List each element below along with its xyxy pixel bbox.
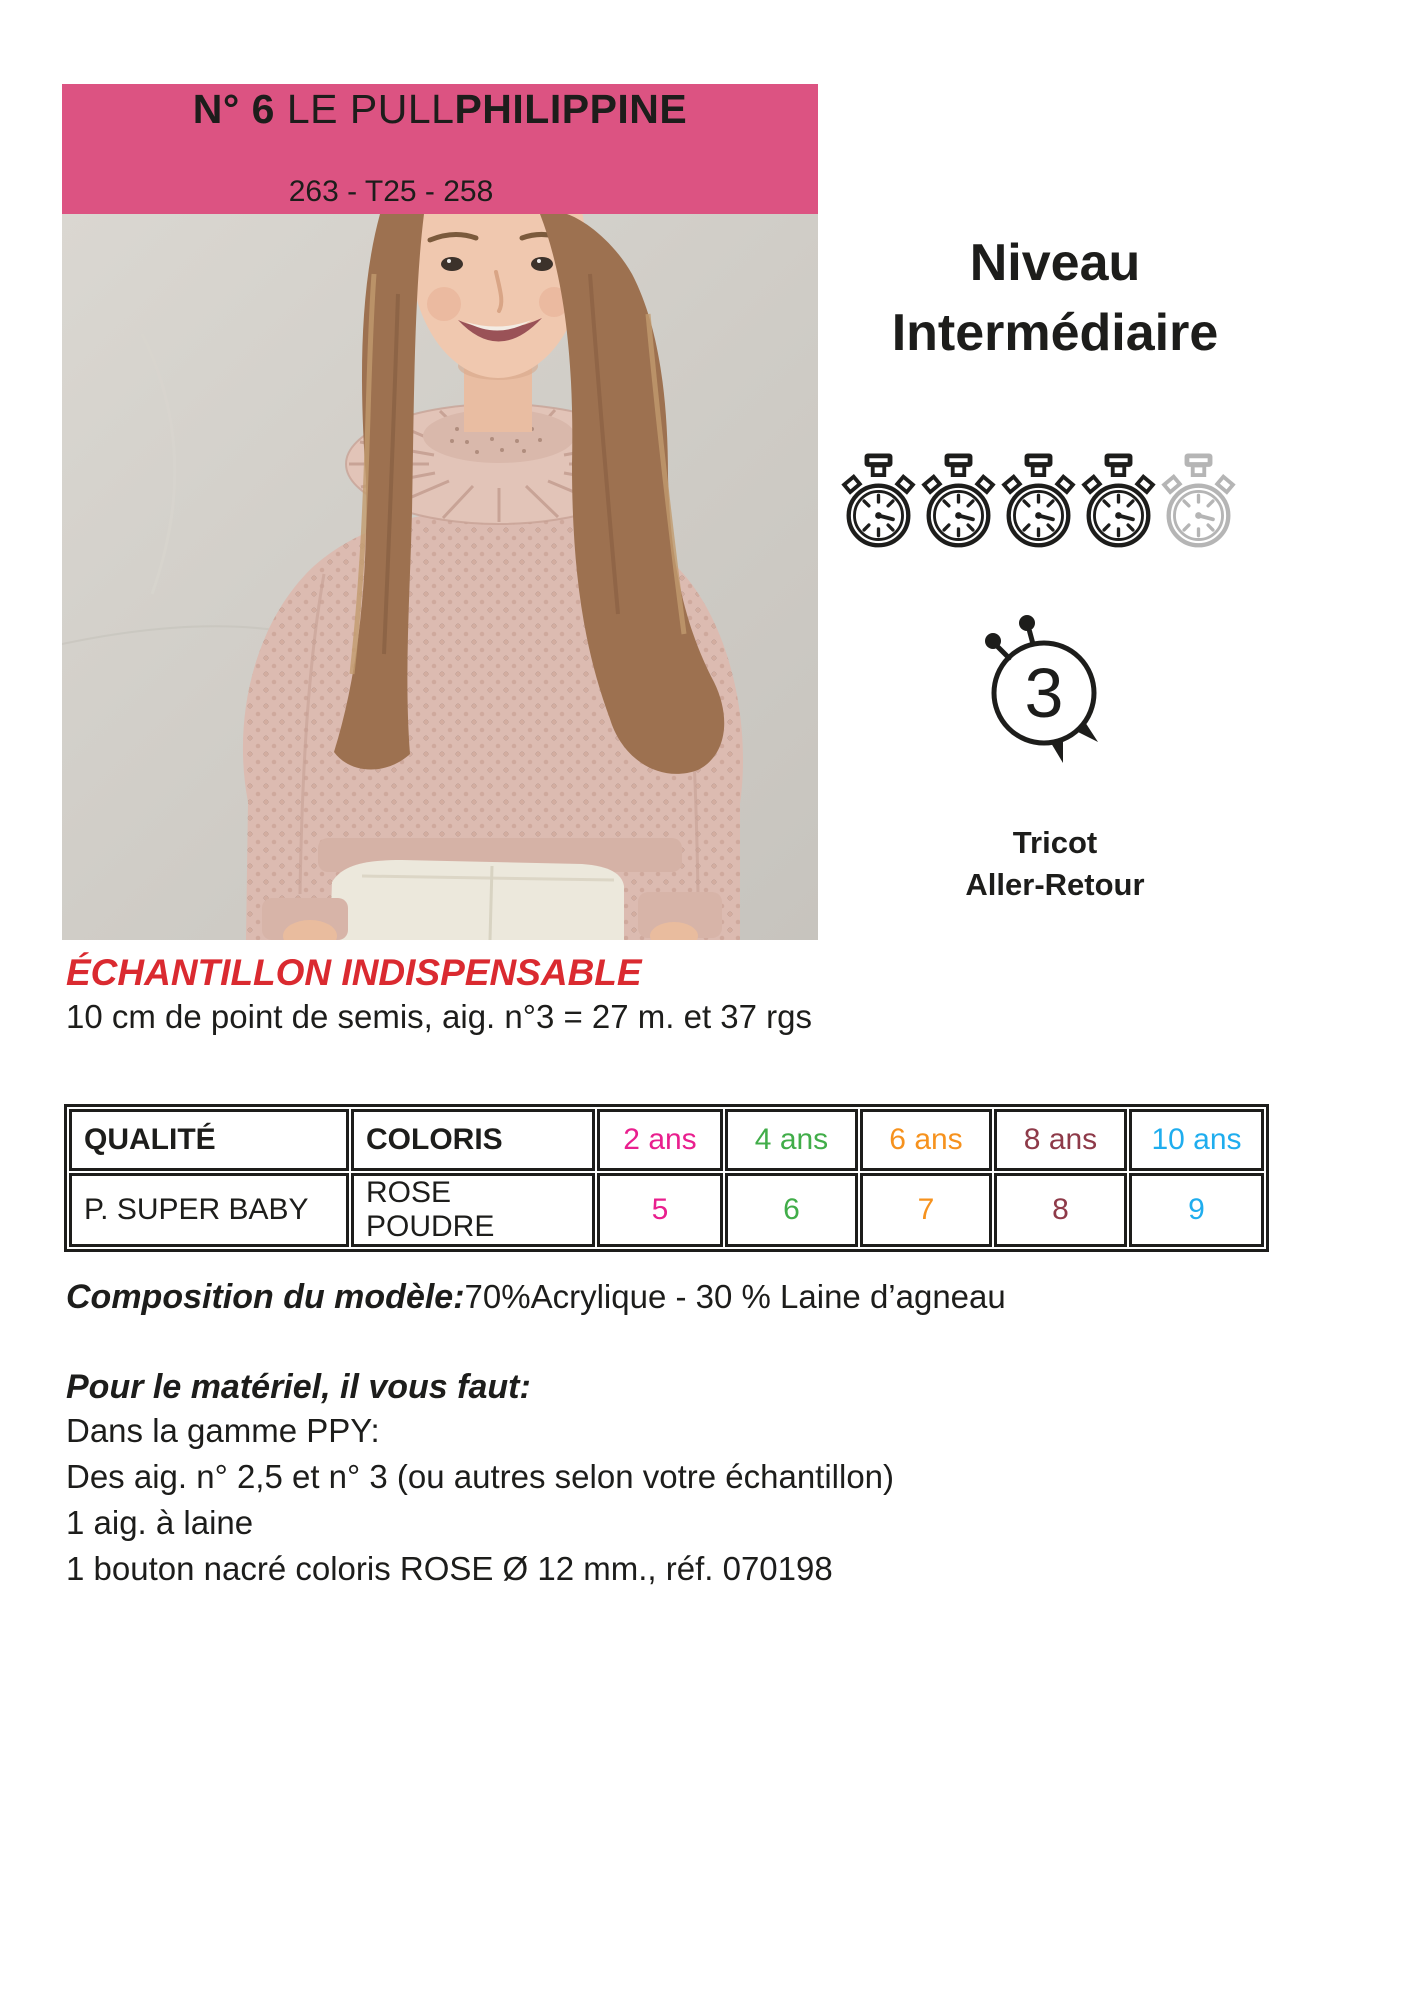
level-label — [830, 228, 1280, 368]
materials-line: Des aig. n° 2,5 et n° 3 (ou autres selon votre échantillon) — [66, 1458, 895, 1495]
composition-value: 70%Acrylique - 30 % Laine d’agneau — [464, 1278, 1006, 1315]
yarn-count-badge-icon — [964, 593, 1124, 778]
technique-label — [830, 822, 1280, 906]
stopwatch-icon — [1080, 452, 1157, 552]
model-photo — [62, 214, 818, 940]
pattern-title-regular: LE PULL — [274, 86, 455, 132]
pattern-title — [62, 84, 818, 132]
header-quality: QUALITÉ — [69, 1109, 349, 1171]
stopwatch-icon — [840, 452, 917, 552]
cell-qty-4ans: 6 — [725, 1173, 858, 1247]
level-line2: Intermédiaire — [891, 304, 1219, 362]
header-size-10ans: 10 ans — [1129, 1109, 1264, 1171]
technique-line2: Aller-Retour — [965, 867, 1145, 902]
cell-qty-10ans: 9 — [1129, 1173, 1264, 1247]
model-photo-illustration — [62, 214, 818, 940]
pattern-name: PHILIPPINE — [454, 86, 688, 132]
materials-list — [66, 1408, 894, 1592]
header-size-2ans: 2 ans — [597, 1109, 723, 1171]
pattern-reference: 263 - T25 - 258 — [288, 175, 494, 208]
cell-quality: P. SUPER BABY — [69, 1173, 349, 1247]
materials-title: Pour le matériel, il vous faut: — [66, 1368, 531, 1406]
header-size-8ans: 8 ans — [994, 1109, 1127, 1171]
stopwatch-icon-inactive — [1160, 452, 1237, 552]
materials-line: 1 bouton nacré coloris ROSE Ø 12 mm., réf. 070198 — [66, 1550, 833, 1587]
table-header-row — [69, 1109, 1264, 1171]
swatch-gauge-text: 10 cm de point de semis, aig. n°3 = 27 m. et 37 rgs — [66, 998, 813, 1035]
level-line1: Niveau — [969, 234, 1141, 292]
cell-coloris: ROSE POUDRE — [351, 1173, 595, 1247]
size-color-table — [64, 1104, 1269, 1252]
header-coloris: COLORIS — [351, 1109, 595, 1171]
header-size-6ans: 6 ans — [860, 1109, 992, 1171]
cell-qty-2ans: 5 — [597, 1173, 723, 1247]
pattern-number: N° 6 — [192, 86, 275, 132]
composition-line — [66, 1278, 1006, 1317]
composition-label: Composition du modèle: — [66, 1278, 465, 1316]
materials-line: Dans la gamme PPY: — [66, 1412, 380, 1449]
materials-line: 1 aig. à laine — [66, 1504, 254, 1541]
stopwatch-icon — [920, 452, 997, 552]
cell-qty-8ans: 8 — [994, 1173, 1127, 1247]
header-banner — [62, 84, 818, 214]
table-data-row — [69, 1173, 1264, 1247]
cell-qty-6ans: 7 — [860, 1173, 992, 1247]
swatch-title: ÉCHANTILLON INDISPENSABLE — [66, 952, 642, 993]
difficulty-rating — [840, 452, 1237, 552]
stopwatch-icon — [1000, 452, 1077, 552]
yarn-count-number: 3 — [1024, 654, 1064, 732]
header-size-4ans: 4 ans — [725, 1109, 858, 1171]
technique-line1: Tricot — [1012, 825, 1098, 860]
